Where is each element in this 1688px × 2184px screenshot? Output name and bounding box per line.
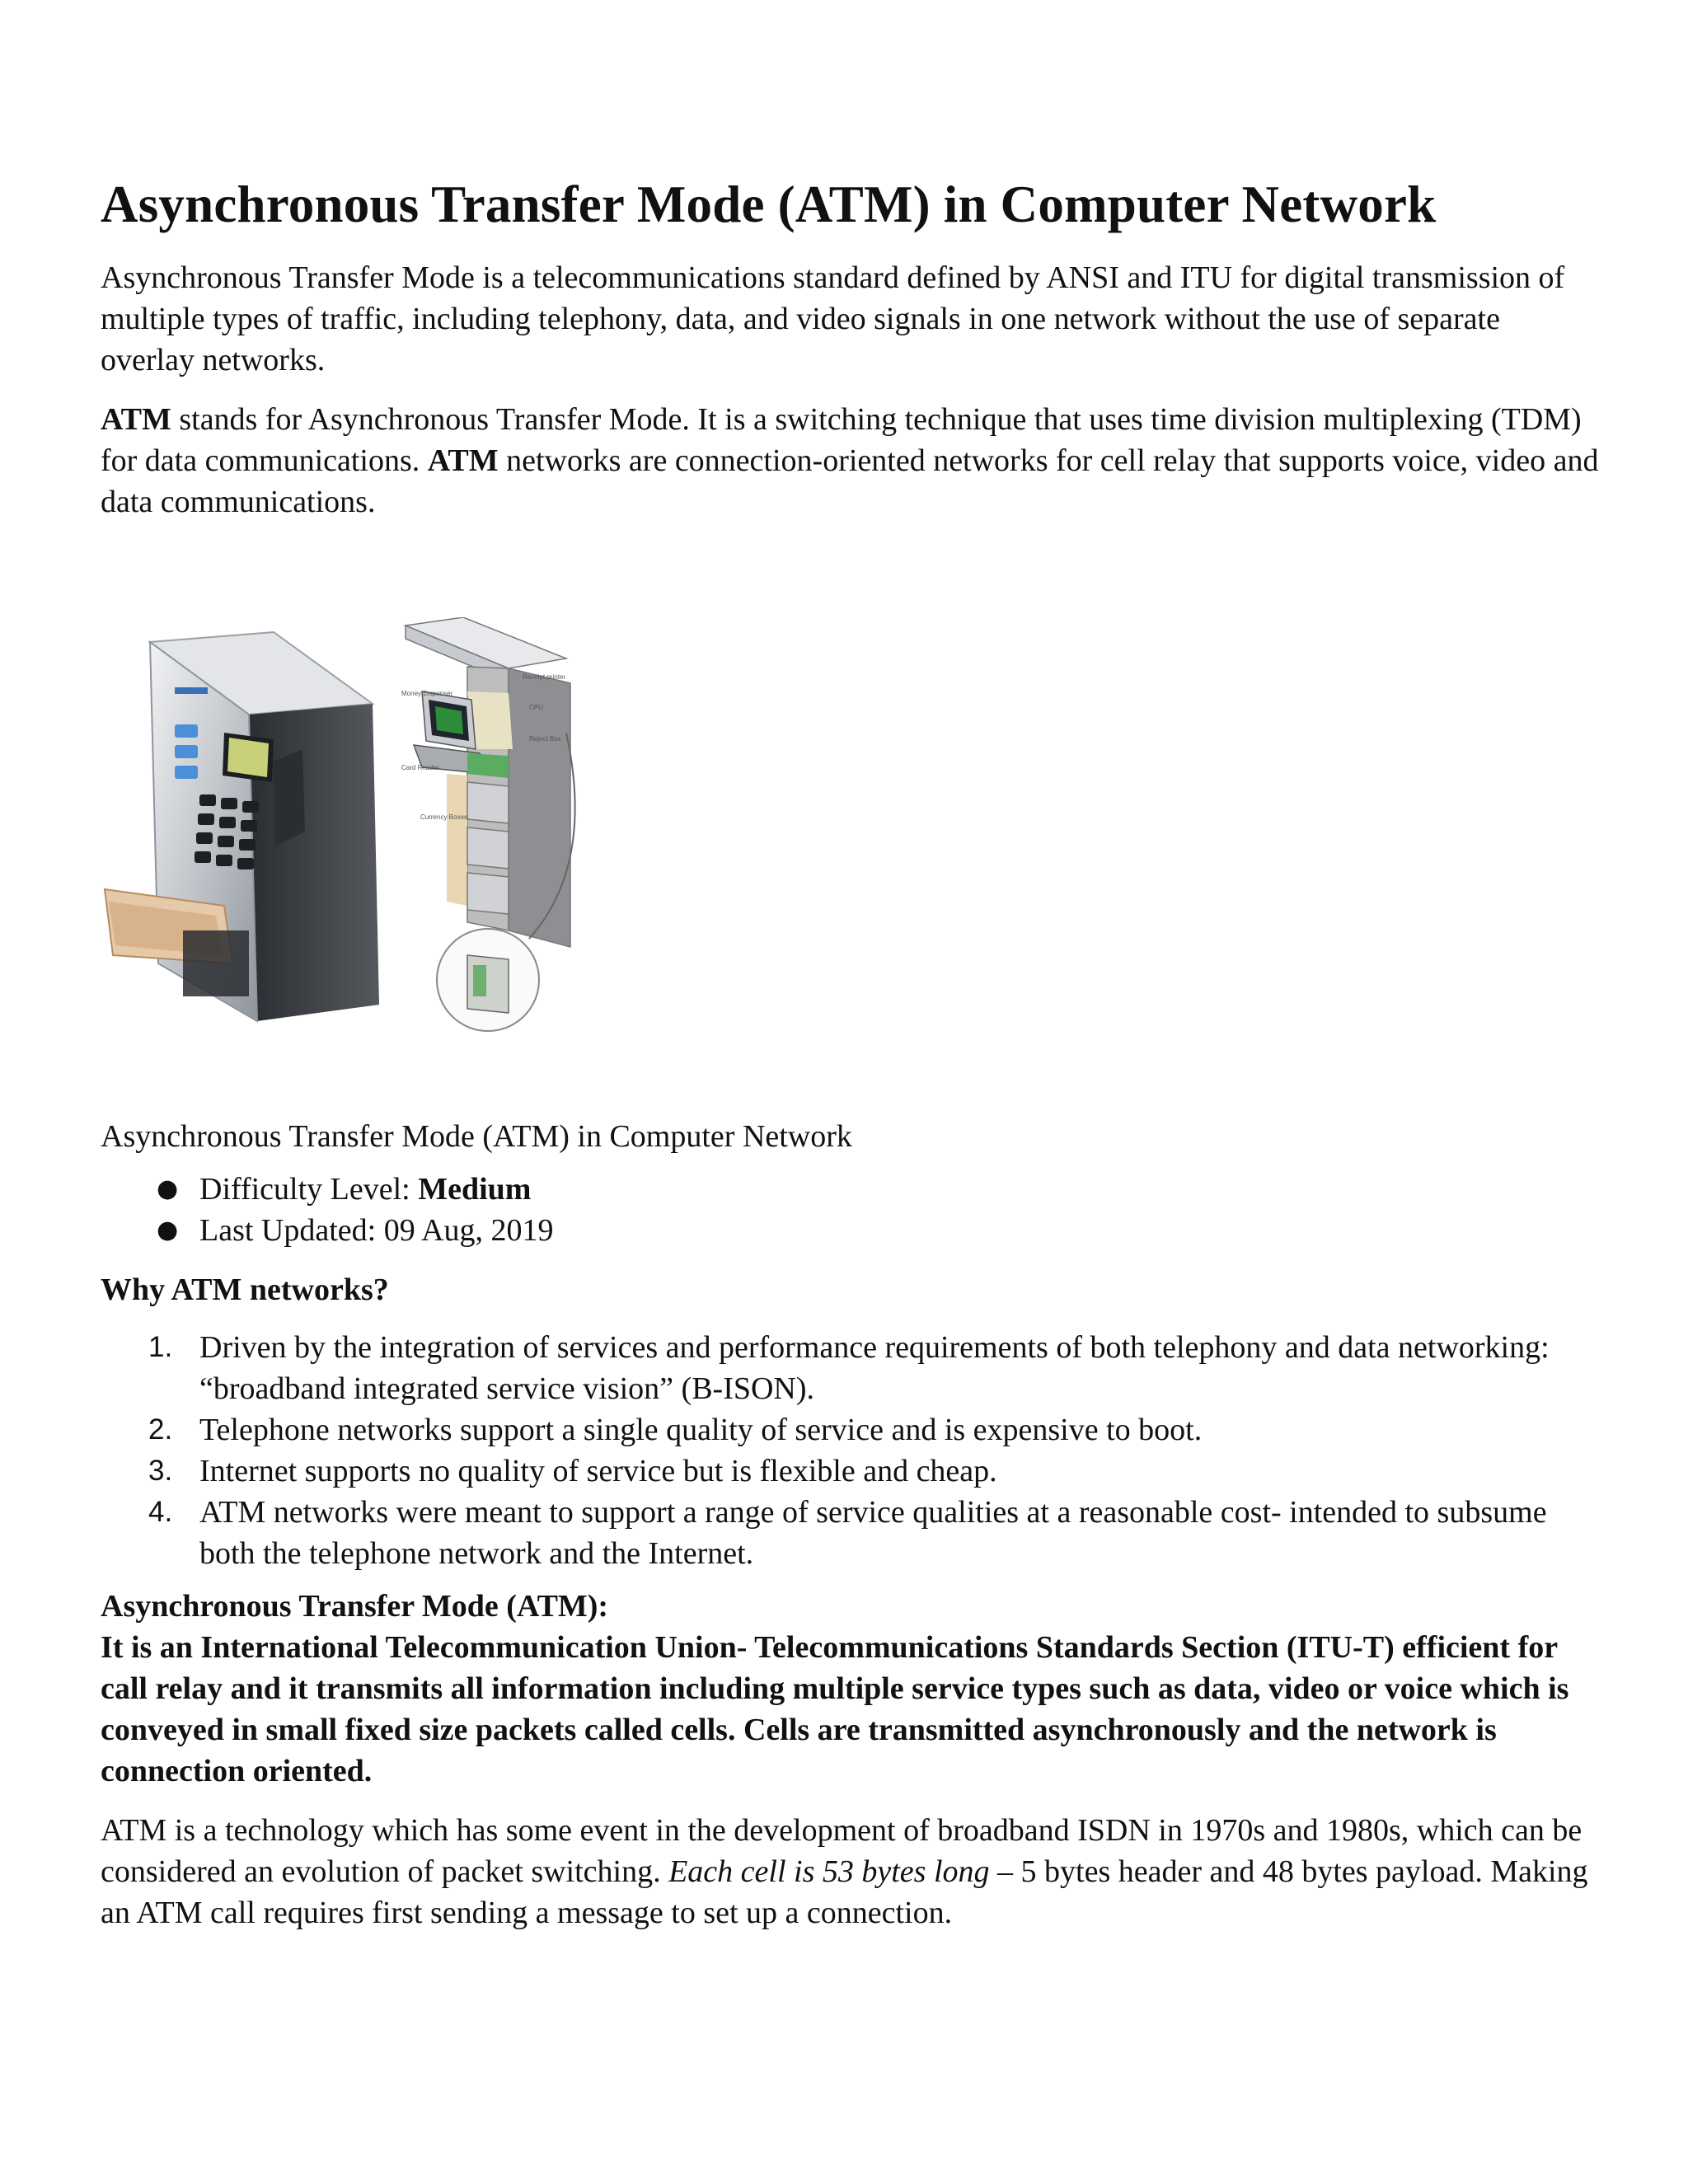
list-number: 3.	[148, 1455, 173, 1487]
list-number: 1.	[148, 1331, 173, 1363]
intro-paragraph: Asynchronous Transfer Mode is a telecommunications standard defined by ANSI and ITU for digital transmission of multiple types of traffic, including telephony, data, and video signals in one network without the use of separate overlay networks.	[101, 260, 1565, 377]
definition-paragraph	[101, 399, 1601, 523]
toy-atm-icon	[105, 632, 379, 1021]
atm-section-heading: Asynchronous Transfer Mode (ATM):	[101, 1589, 609, 1624]
closing-text-2: – 5 bytes header and 48 bytes payload. Making an ATM call requires first sending a message to set up a connection.	[101, 1854, 1588, 1930]
page-title: Asynchronous Transfer Mode (ATM) in Computer Network	[101, 176, 1437, 233]
meta-difficulty-value: Medium	[418, 1172, 532, 1207]
list-item-text: Internet supports no quality of service but is flexible and cheap.	[199, 1454, 997, 1488]
bullet-icon: ●	[157, 1174, 179, 1203]
bullet-icon: ●	[157, 1216, 179, 1244]
document-page	[101, 173, 1601, 1933]
label-currency-boxes: Currency Boxes	[420, 813, 467, 821]
closing-italic: Each cell is 53 bytes long	[668, 1854, 990, 1889]
label-money-dispenser: Money Dispenser	[401, 690, 453, 697]
article-meta-list	[101, 1169, 1601, 1251]
definition-text-1: stands for Asynchronous Transfer Mode. It is a switching technique that uses time division multiplexing (TDM) for data communications.	[101, 402, 1582, 478]
definition-bold-atm-2: ATM	[427, 443, 499, 478]
list-item	[101, 1409, 1601, 1451]
label-cpu: CPU	[529, 704, 543, 711]
atm-machine-figure	[101, 617, 587, 1038]
label-reject-box: Reject Box	[529, 735, 561, 743]
list-number: 4.	[148, 1496, 173, 1528]
meta-updated-text: Last Updated: 09 Aug, 2019	[199, 1213, 554, 1248]
label-receipt-printer: Receipt printer	[523, 673, 566, 681]
why-atm-list	[101, 1327, 1601, 1574]
meta-difficulty	[101, 1169, 1601, 1210]
closing-paragraph	[101, 1810, 1601, 1933]
list-item	[101, 1327, 1601, 1409]
list-item-text: Telephone networks support a single quality of service and is expensive to boot.	[199, 1413, 1203, 1447]
why-atm-heading: Why ATM networks?	[101, 1272, 389, 1307]
list-item-text: ATM networks were meant to support a range of service qualities at a reasonable cost- intended to subsume both the telephone network and the Internet.	[199, 1495, 1547, 1571]
atm-machine-illustration	[101, 617, 587, 1038]
list-item-text: Driven by the integration of services and performance requirements of both telephony and data networking: “broadband integrated service vision” (B-ISON).	[199, 1330, 1550, 1406]
closing-text-1: ATM is a technology which has some event in the development of broadband ISDN in 1970s and 1980s, which can be considered an evolution of packet switching.	[101, 1813, 1582, 1889]
list-item	[101, 1492, 1601, 1574]
list-item	[101, 1451, 1601, 1492]
label-card-reader: Card Reader	[401, 764, 439, 771]
list-number: 2.	[148, 1413, 173, 1446]
meta-difficulty-label: Difficulty Level:	[199, 1172, 419, 1207]
definition-bold-atm-1: ATM	[101, 402, 171, 437]
definition-text-2: networks are connection-oriented networks for cell relay that supports voice, video and data communications.	[101, 443, 1599, 519]
atm-section-body: It is an International Telecommunication Union- Telecommunications Standards Section (ITU-T) efficient for call relay and it transmits all information including multiple service types such as data, video or voice which is conveyed in small fixed size packets called cells. Cells are transmitted asynchronously and the network is connection oriented.	[101, 1630, 1569, 1788]
atm-cutaway-diagram-icon	[401, 617, 575, 1031]
meta-updated	[101, 1210, 1601, 1251]
figure-caption: Asynchronous Transfer Mode (ATM) in Computer Network	[101, 1119, 852, 1154]
